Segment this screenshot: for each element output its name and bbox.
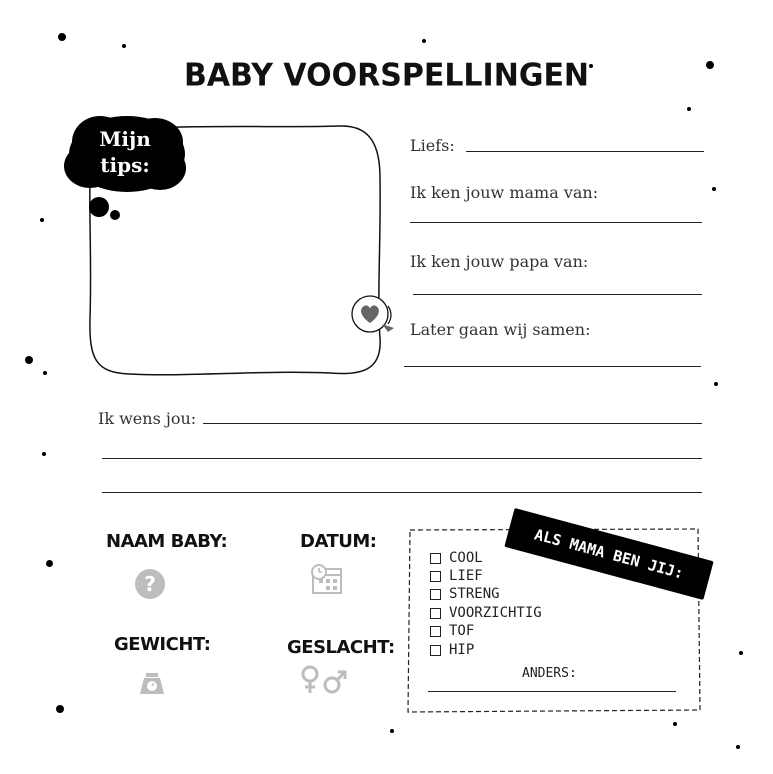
mama-line[interactable] xyxy=(410,222,702,223)
checkbox[interactable] xyxy=(430,571,441,582)
datum-label: DATUM: xyxy=(300,531,377,552)
wens-line-3[interactable] xyxy=(102,492,702,493)
naam-baby-label: NAAM BABY: xyxy=(106,531,228,552)
liefs-line[interactable] xyxy=(466,151,704,152)
checkbox[interactable] xyxy=(430,553,441,564)
checkbox[interactable] xyxy=(430,608,441,619)
checkbox[interactable] xyxy=(430,626,441,637)
check-item-streng[interactable]: STRENG xyxy=(430,586,500,602)
wens-label: Ik wens jou: xyxy=(98,409,197,428)
tips-bubble-text: Mijn tips: xyxy=(99,127,151,177)
liefs-label: Liefs: xyxy=(410,136,455,155)
check-item-hip[interactable]: HIP xyxy=(430,642,474,658)
anders-label: ANDERS: xyxy=(522,666,577,681)
anders-line[interactable] xyxy=(428,691,676,692)
checkbox[interactable] xyxy=(430,589,441,600)
gender-symbols-icon xyxy=(300,665,350,695)
check-item-voorzichtig[interactable]: VOORZICHTIG xyxy=(430,605,542,621)
heart-arrow-icon xyxy=(350,294,398,338)
checklist-banner: ALS MAMA BEN JIJ: xyxy=(504,508,713,600)
scale-icon xyxy=(138,670,166,696)
page-title: BABY VOORSPELLINGEN xyxy=(183,57,590,94)
wens-line-2[interactable] xyxy=(102,458,702,459)
check-item-lief[interactable]: LIEF xyxy=(430,568,483,584)
wens-line-1[interactable] xyxy=(203,423,702,424)
papa-label: Ik ken jouw papa van: xyxy=(410,252,589,271)
later-line[interactable] xyxy=(404,366,701,367)
question-circle-icon xyxy=(134,568,166,600)
papa-line[interactable] xyxy=(413,294,702,295)
svg-text:?: ? xyxy=(144,572,156,596)
geslacht-label: GESLACHT: xyxy=(287,637,395,658)
mama-label: Ik ken jouw mama van: xyxy=(410,183,599,202)
calendar-clock-icon xyxy=(309,563,343,595)
later-label: Later gaan wij samen: xyxy=(410,320,591,339)
check-item-tof[interactable]: TOF xyxy=(430,623,474,639)
checkbox[interactable] xyxy=(430,645,441,656)
gewicht-label: GEWICHT: xyxy=(114,634,211,655)
check-item-cool[interactable]: COOL xyxy=(430,550,483,566)
